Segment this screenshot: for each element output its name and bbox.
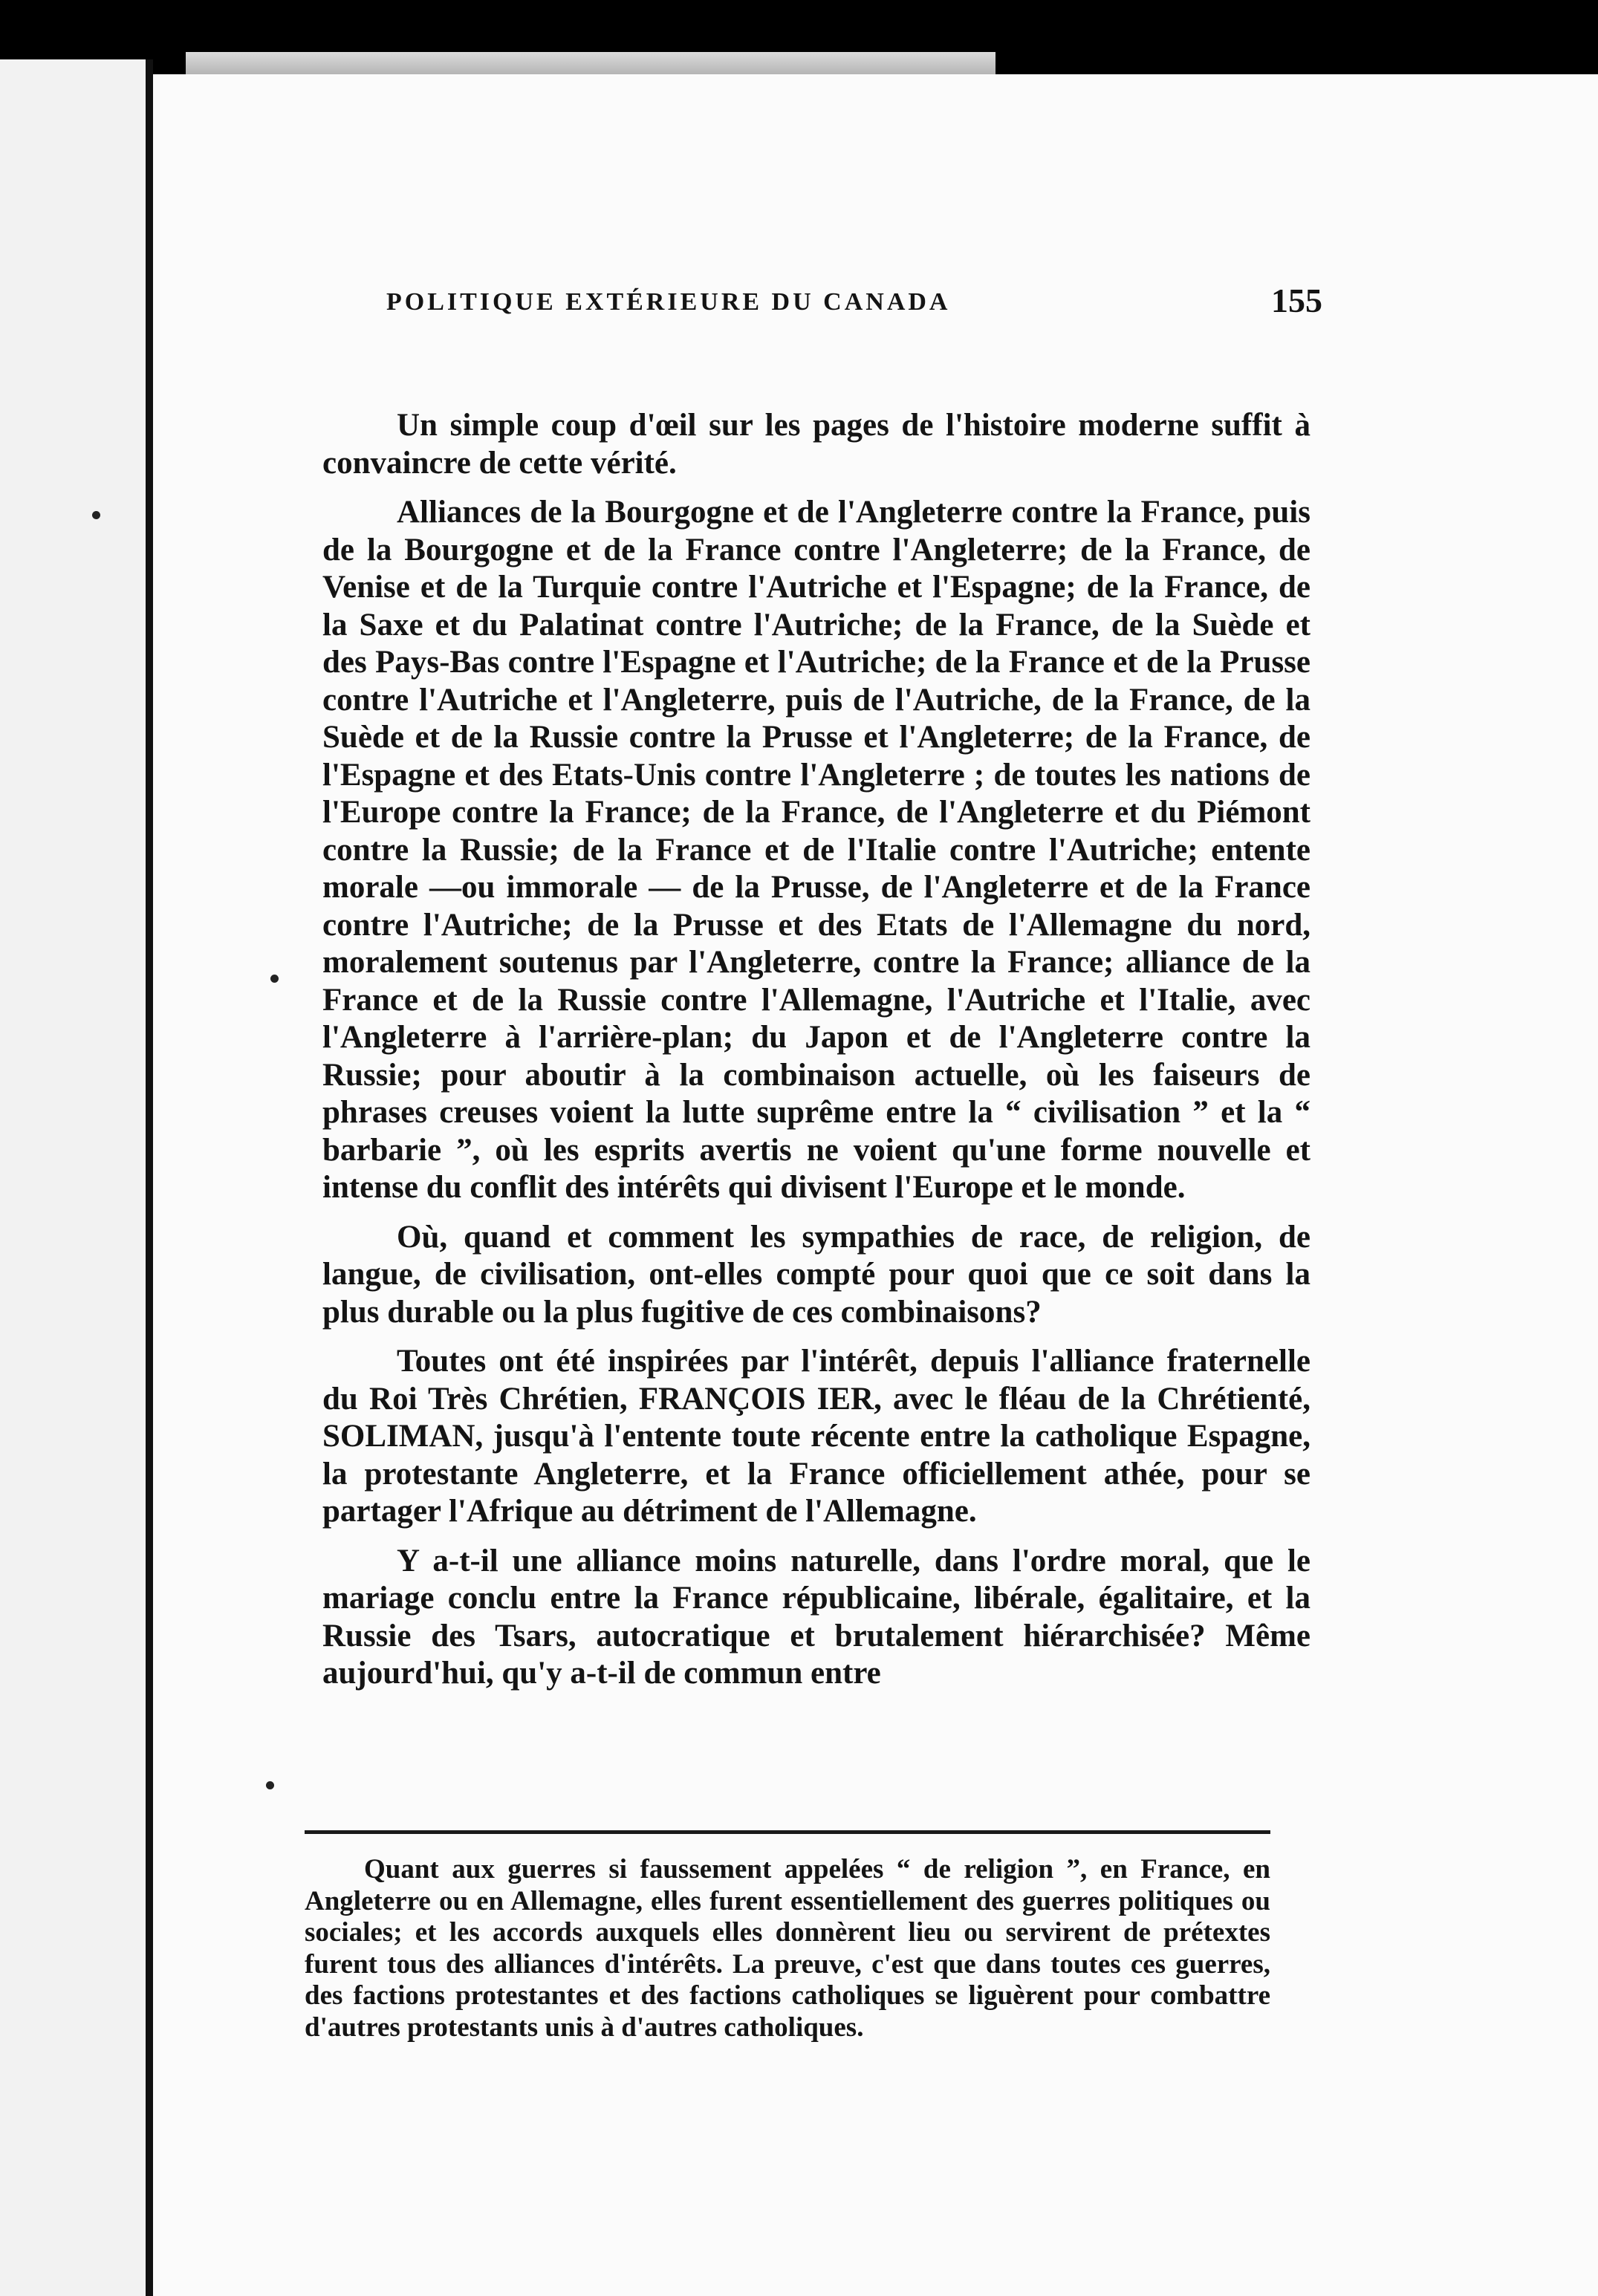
running-title: POLITIQUE EXTÉRIEURE DU CANADA	[386, 288, 951, 316]
footnote: Quant aux guerres si faussement appelées “ de religion ”, en France, en Angleterre ou en Allemagne, elles furent essentiellement des guerres politiques ou sociales; et les accords auxquels elles donnèrent lieu ou servirent de prétextes furent tous des alliances d'intérêts. La preuve, c'est que dans toutes ces guerres, des factions protestantes et des factions catholiques se liguèrent pour combattre d'autres protestants unis à d'autres catholiques.	[305, 1854, 1270, 2043]
paragraph: Où, quand et comment les sympathies de race, de religion, de langue, de civilisation, ont-elles compté pour quoi que ce soit dans la plus durable ou la plus fugitive de ces combinaisons?	[322, 1219, 1310, 1330]
page-header	[386, 281, 1322, 325]
paragraph: Alliances de la Bourgogne et de l'Angleterre contre la France, puis de la Bourgogne et de la France contre l'Angleterre; de la France, de Venise et de la Turquie contre l'Autriche et l'Espagne; de la France, de la Saxe et du Palatinat contre l'Autriche; de la France, de la Suède et des Pays-Bas contre l'Espagne et l'Autriche; de la France et de la Prusse contre l'Autriche et l'Angleterre, puis de l'Autriche, de la France, de la Suède et de la Russie contre la Prusse et l'Angleterre; de la France, de l'Espagne et des Etats-Unis contre l'Angleterre ; de toutes les nations de l'Europe contre la France; de la France, de l'Angleterre et du Piémont contre la Russie; de la France et de l'Italie contre l'Autriche; entente morale —ou immorale — de la Prusse, de l'Angleterre et de la France contre l'Autriche; de la Prusse et des Etats de l'Allemagne du nord, moralement soutenus par l'Angleterre, contre la France; alliance de la France et de la Russie contre l'Allemagne, l'Autriche et l'Italie, avec l'Angleterre à l'arrière-plan; du Japon et de l'Angleterre contre la Russie; pour aboutir à la combinaison actuelle, où les faiseurs de phrases creuses voient la lutte suprême entre la “ civilisation ” et la “ barbarie ”, où les esprits avertis ne voient qu'une forme nouvelle et intense du conflit des intérêts qui divisent l'Europe et le monde.	[322, 495, 1310, 1205]
page-number: 155	[1271, 282, 1322, 319]
paragraph: Un simple coup d'œil sur les pages de l'histoire moderne suffit à convaincre de cette vérité.	[322, 408, 1310, 481]
body-text	[322, 407, 1310, 1705]
margin-speck	[270, 975, 279, 983]
previous-page-edge	[0, 59, 153, 2296]
margin-speck	[266, 1781, 274, 1789]
paragraph: Toutes ont été inspirées par l'intérêt, depuis l'alliance fraternelle du Roi Très Chrétien, FRANÇOIS IER, avec le fléau de la Chrétienté, SOLIMAN, jusqu'à l'entente toute récente entre la catholique Espagne, la protestante Angleterre, et la France officiellement athée, pour se partager l'Afrique au détriment de l'Allemagne.	[322, 1344, 1310, 1529]
paragraph: Y a-t-il une alliance moins naturelle, dans l'ordre moral, que le mariage conclu entre la France républicaine, libérale, égalitaire, et la Russie des Tsars, autocratique et brutalement hiérarchisée? Même aujourd'hui, qu'y a-t-il de commun entre	[322, 1543, 1310, 1691]
margin-speck	[92, 511, 100, 519]
footnote-rule	[305, 1830, 1270, 1834]
